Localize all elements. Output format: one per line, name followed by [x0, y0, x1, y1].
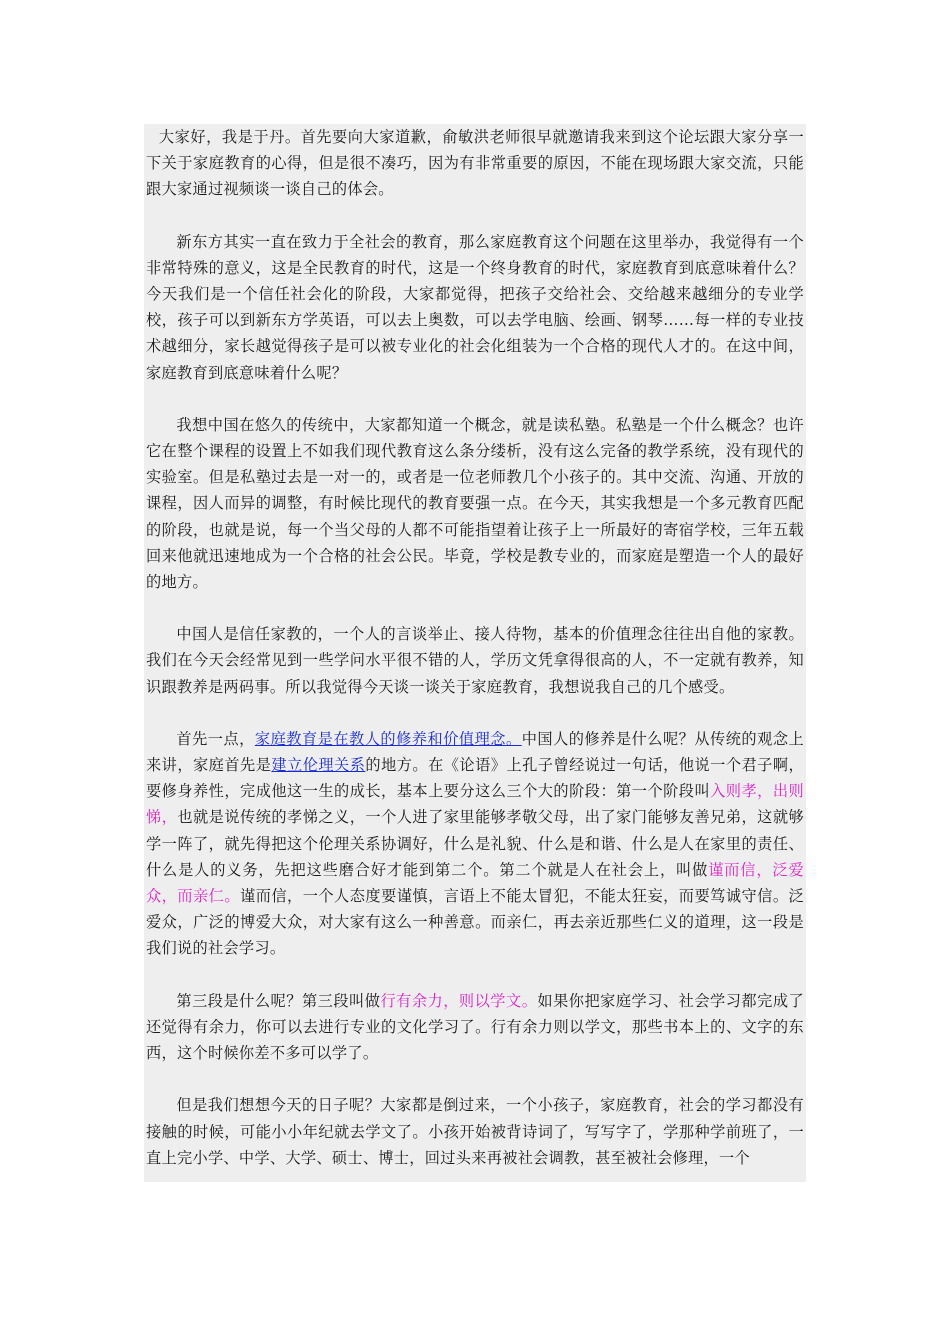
paragraph-gap	[144, 962, 806, 988]
text-segment: 首先一点，	[176, 729, 255, 748]
highlight-filial-piety: 入则孝，出则悌，	[146, 782, 804, 827]
highlight-benevolence: 谨而信，泛爱众，而亲仁。	[146, 860, 804, 906]
document-page	[144, 124, 806, 1182]
paragraph-gap	[144, 1066, 806, 1092]
paragraph-intro: 大家好，我是于丹。首先要向大家道歉，俞敏洪老师很早就邀请我来到这个论坛跟大家分享一下关于家庭教育的心得，但是很不凑巧，因为有非常重要的原因，不能在现场跟大家交流，只能跟大家通过视频谈一谈自己的体会。	[146, 128, 804, 199]
highlight-study-literature: 行有余力，则以学文。	[380, 991, 538, 1010]
paragraph-gap	[144, 386, 806, 412]
text-segment: 也就是说传统的孝悌之义，一个人进了家里能够孝敬父母，出了家门能够友善兄弟，这就够学一阵了，就先得把这个伦理关系协调好，什么是礼貌、什么是和谐、什么是人在家里的责任、什么是人的义务，先把这些磨合好才能到第二个。第二个就是人在社会上，叫做	[146, 808, 804, 879]
paragraph-first-point	[144, 726, 806, 962]
text-segment: 中国人的修养是什么呢？从传统的观念上来讲，家庭首先是	[146, 729, 805, 775]
link-ethical-relations[interactable]: 建立伦理关系	[271, 756, 366, 775]
text-segment: 的地方。在《论语》上孔子曾经说过一句话，他说一个君子啊，要修身养性，完成他这一生的成长，基本上要分这么三个大的阶段：第一个阶段叫	[146, 756, 804, 801]
paragraph-gap	[144, 595, 806, 621]
paragraph-third-stage	[144, 988, 806, 1067]
paragraph-private-school: 我想中国在悠久的传统中，大家都知道一个概念，就是读私塾。私塾是一个什么概念？也许它在整个课程的设置上不如我们现代教育这么条分缕析，没有这么完备的教学系统，没有现代的实验室。但是私塾过去是一对一的，或者是一位老师教几个小孩子的。其中交流、沟通、开放的课程，因人而异的调整，有时候比现代的教育要强一点。在今天，其实我想是一个多元教育匹配的阶段，也就是说，每一个当父母的人都不可能指望着让孩子上一所最好的寄宿学校，三年五载回来他就迅速地成为一个合格的社会公民。毕竟，学校是教专业的，而家庭是塑造一个人的最好的地方。	[146, 415, 804, 592]
text-segment: 谨而信，一个人态度要谨慎，言语上不能太冒犯，不能太狂妄，而要笃诚守信。泛爱众，广泛的博爱大众，对大家有这么一种善意。而亲仁，再去亲近那些仁义的道理，这一段是我们说的社会学习。	[146, 887, 804, 958]
link-cultivation-values[interactable]: 家庭教育是在教人的修养和价值理念。	[254, 729, 522, 748]
text-segment: 如果你把家庭学习、社会学习都完成了还觉得有余力，你可以去进行专业的文化学习了。行有余力则以学文，那些书本上的、文字的东西，这个时候你差不多可以学了。	[146, 991, 804, 1063]
paragraph-gap	[144, 203, 806, 229]
paragraph-family-education: 中国人是信任家教的，一个人的言谈举止、接人待物，基本的价值理念往往出自他的家教。我们在今天会经常见到一些学问水平很不错的人，学历文凭拿得很高的人，不一定就有教养，知识跟教养是两码事。所以我觉得今天谈一谈关于家庭教育，我想说我自己的几个感受。	[146, 625, 804, 696]
paragraph-new-oriental: 新东方其实一直在致力于全社会的教育，那么家庭教育这个问题在这里举办，我觉得有一个非常特殊的意义，这是全民教育的时代，这是一个终身教育的时代，家庭教育到底意味着什么？今天我们是一个信任社会化的阶段，大家都觉得，把孩子交给社会、交给越来越细分的专业学校，孩子可以到新东方学英语，可以去上奥数，可以去学电脑、绘画、钢琴……每一样的专业技术越细分，家长越觉得孩子是可以被专业化的社会化组装为一个合格的现代人才的。在这中间，家庭教育到底意味着什么呢？	[146, 232, 804, 382]
paragraph-today: 但是我们想想今天的日子呢？大家都是倒过来，一个小孩子，家庭教育，社会的学习都没有接触的时候，可能小小年纪就去学文了。小孩开始被背诗词了，写写字了，学那种学前班了，一直上完小学、中学、大学、硕士、博士，回过头来再被社会调教，甚至被社会修理，一个	[146, 1096, 804, 1167]
text-segment: 第三段是什么呢？第三段叫做	[176, 991, 381, 1010]
paragraph-gap	[144, 700, 806, 726]
